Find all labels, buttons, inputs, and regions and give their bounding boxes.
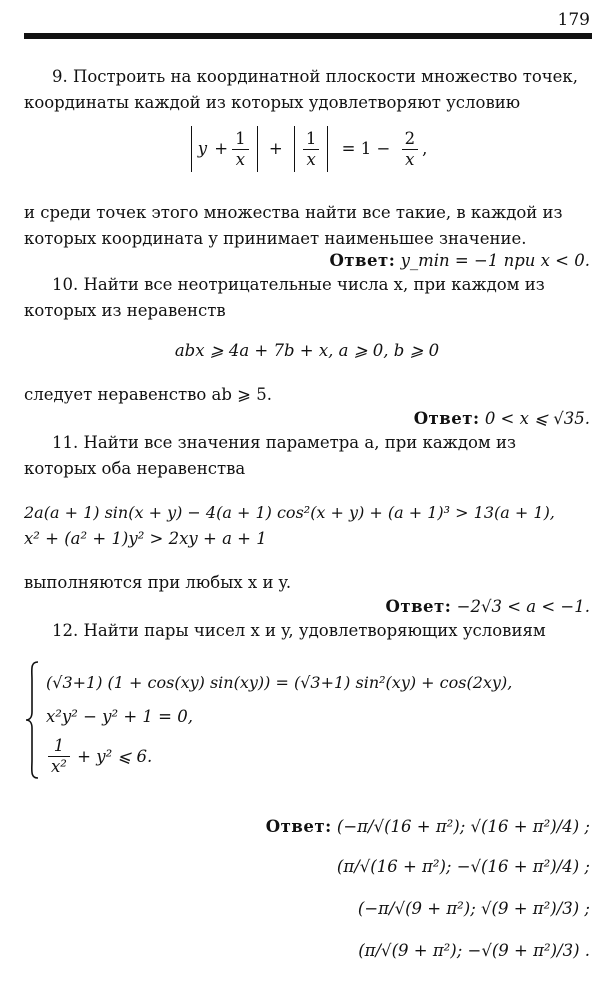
problem-9-text: 9. Построить на координатной плоскости множество точек, координаты каждой из которых удовлетворяют условию [24, 67, 578, 112]
system-brace [24, 660, 40, 780]
problem-12-equation-3: $\frac{1}{\text{x²}}$ + y² ⩽ 6. [46, 736, 592, 777]
header-rule [24, 33, 592, 39]
problem-11-inequality-2: x² + (a² + 1)y² > 2xy + a + 1 [24, 529, 267, 548]
problem-12-answer-1 [24, 814, 590, 840]
problem-12-answer-3: (−π/√(9 + π²); √(9 + π²)/3) ; [357, 899, 590, 918]
problem-12-answer-4: (π/√(9 + π²); −√(9 + π²)/3) . [358, 941, 590, 960]
answer-label: Ответ: [413, 409, 480, 428]
problem-11-continuation: выполняются при любых x и y. [24, 573, 292, 592]
problem-9-continuation: и среди точек этого множества найти все такие, в каждой из которых координата y принимает наименьшее значение. [24, 203, 563, 248]
problem-9-answer: y_min = −1 при x < 0. [400, 251, 590, 270]
answer-label: Ответ: [329, 251, 396, 270]
problem-11-answer: −2√3 < a < −1. [456, 597, 590, 616]
answer-label: Ответ: [265, 817, 332, 836]
problem-12-eq3-rest: + y² ⩽ 6. [77, 746, 153, 766]
problem-12-equation-2: x²y² − y² + 1 = 0, [46, 707, 193, 726]
answer-label: Ответ: [385, 597, 452, 616]
problem-11-answer-line [24, 594, 590, 620]
problem-10-equation: abx ⩾ 4a + 7b + x, a ⩾ 0, b ⩾ 0 [174, 341, 440, 360]
problem-10-text: 10. Найти все неотрицательные числа x, при каждом из которых из неравенств [24, 275, 545, 320]
problem-12-equation-1: (√3+1) (1 + cos(xy) sin(xy)) = (√3+1) sin²(xy) + cos(2xy), [46, 673, 513, 692]
problem-9-equation: y + $\frac{1}{x}$ + $\frac{1}{x}$ = 1 − $\frac{2}{x}$ , [24, 126, 590, 182]
problem-12-text: 12. Найти пары чисел x и y, удовлетворяющих условиям [52, 621, 546, 640]
problem-11-text: 11. Найти все значения параметра a, при каждом из которых оба неравенства [24, 433, 517, 478]
answer-value: (−π/√(16 + π²); √(16 + π²)/4) ; [336, 817, 590, 836]
problem-10-continuation: следует неравенство ab ⩾ 5. [24, 385, 272, 404]
problem-10-answer-line [24, 406, 590, 432]
problem-9-answer-line [24, 248, 590, 274]
page-number: 179 [557, 10, 590, 30]
problem-12-answer-2: (π/√(16 + π²); −√(16 + π²)/4) ; [336, 857, 590, 876]
problem-9-rhs: = 1 − [341, 139, 391, 158]
problem-10-answer: 0 < x ⩽ √35. [484, 409, 590, 428]
problem-11-inequality-1: 2a(a + 1) sin(x + y) − 4(a + 1) cos²(x + y) + (a + 1)³ > 13(a + 1), [24, 503, 555, 522]
